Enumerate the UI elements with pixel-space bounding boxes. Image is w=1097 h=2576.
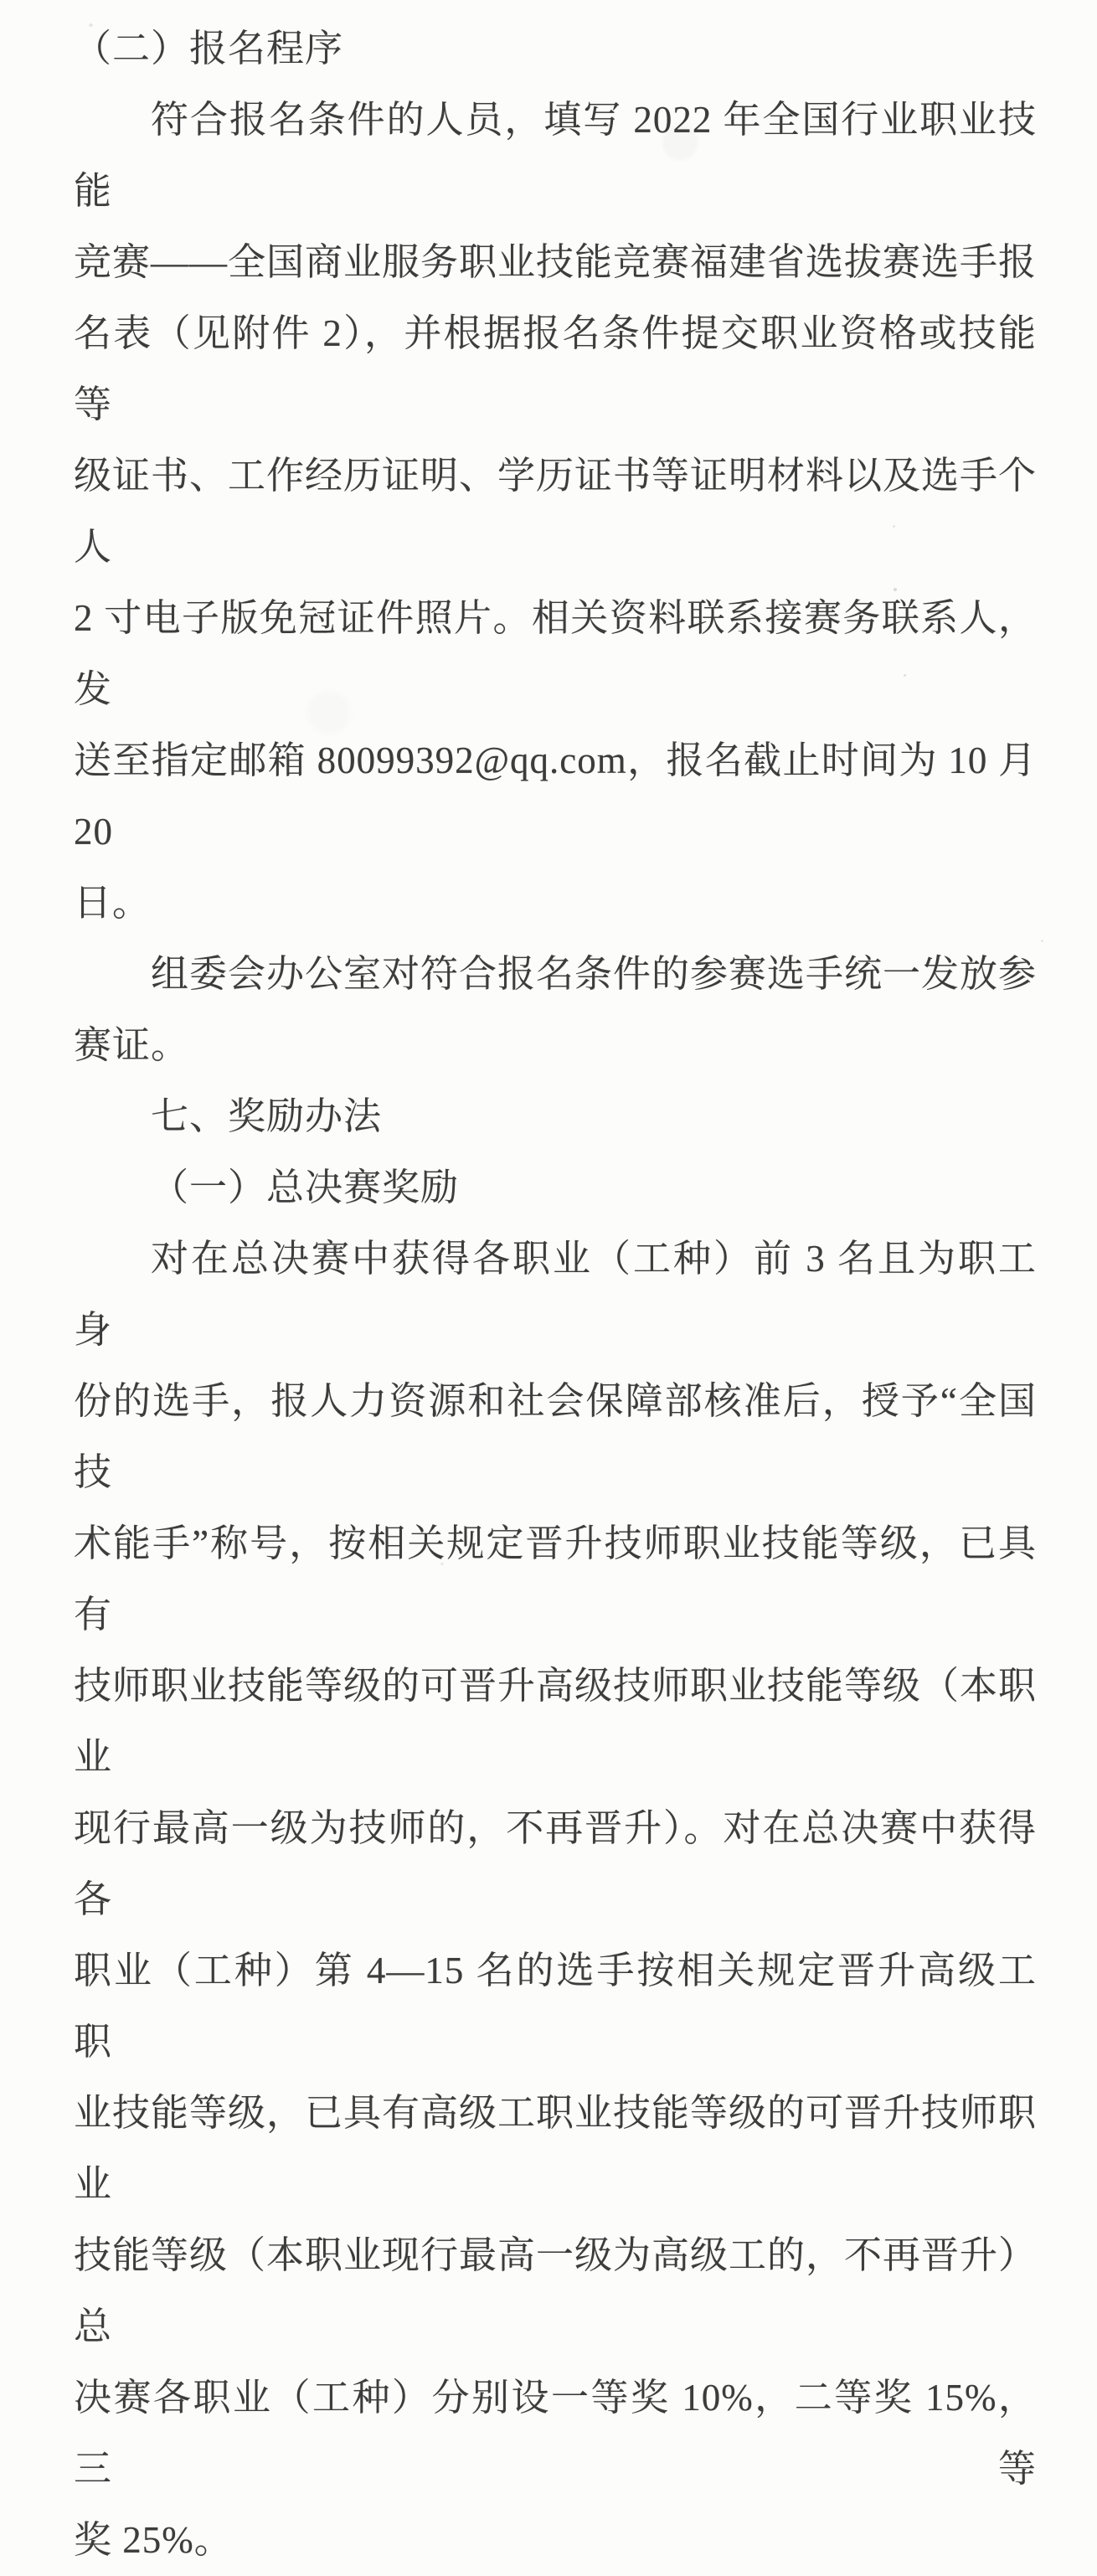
document-line: 技能等级（本职业现行最高一级为高级工的，不再晋升）总 <box>74 2234 1038 2347</box>
document-line: 业技能等级，已具有高级工职业技能等级的可晋升技师职业 <box>74 2092 1038 2205</box>
scan-speck <box>894 588 897 591</box>
document-line-heading-registration-procedure: （二）报名程序 <box>74 28 344 70</box>
document-line: 赛证。 <box>74 1024 190 1066</box>
document-line-email: 送至指定邮箱 80099392@qq.com，报名截止时间为 10 月 20 <box>74 739 1037 853</box>
document-line: 日。 <box>74 882 152 924</box>
document-line: 名表（见附件 2），并根据报名条件提交职业资格或技能等 <box>74 312 1037 425</box>
document-line: 符合报名条件的人员，填写 2022 年全国行业职业技能 <box>74 99 1037 212</box>
document-line: 职业（工种）第 4—15 名的选手按相关规定晋升高级工职 <box>74 1950 1037 2063</box>
document-line: 组委会办公室对符合报名条件的参赛选手统一发放参 <box>151 953 1038 995</box>
document-line: 份的选手，报人力资源和社会保障部核准后，授予“全国技 <box>74 1380 1037 1493</box>
document-line: 对在总决赛中获得各职业（工种）前 3 名且为职工身 <box>74 1238 1037 1351</box>
document-line: 奖 25%。 <box>74 2519 233 2561</box>
document-line: 决赛各职业（工种）分别设一等奖 10%，二等奖 15%，三等 <box>74 2377 1037 2490</box>
document-text-block <box>74 13 1037 2576</box>
scan-speck <box>1041 940 1043 942</box>
document-line: 竞赛——全国商业服务职业技能竞赛福建省选拔赛选手报 <box>74 241 1038 283</box>
scan-speck <box>89 23 93 27</box>
document-line-heading-finals-awards: （一）总决赛奖励 <box>151 1167 460 1208</box>
document-line: 技师职业技能等级的可晋升高级技师职业技能等级（本职业 <box>74 1665 1038 1778</box>
scan-speck <box>893 525 895 528</box>
scan-speck <box>904 674 906 677</box>
document-line: 级证书、工作经历证明、学历证书等证明材料以及选手个人 <box>74 455 1038 568</box>
document-line: 2 寸电子版免冠证件照片。相关资料联系接赛务联系人，发 <box>74 597 1037 710</box>
scan-speck <box>440 1563 444 1565</box>
document-line-heading-award-methods: 七、奖励办法 <box>151 1095 383 1137</box>
document-line: 现行最高一级为技师的，不再晋升）。对在总决赛中获得各 <box>74 1807 1037 1920</box>
document-line: 术能手”称号，按相关规定晋升技师职业技能等级，已具有 <box>74 1522 1037 1636</box>
